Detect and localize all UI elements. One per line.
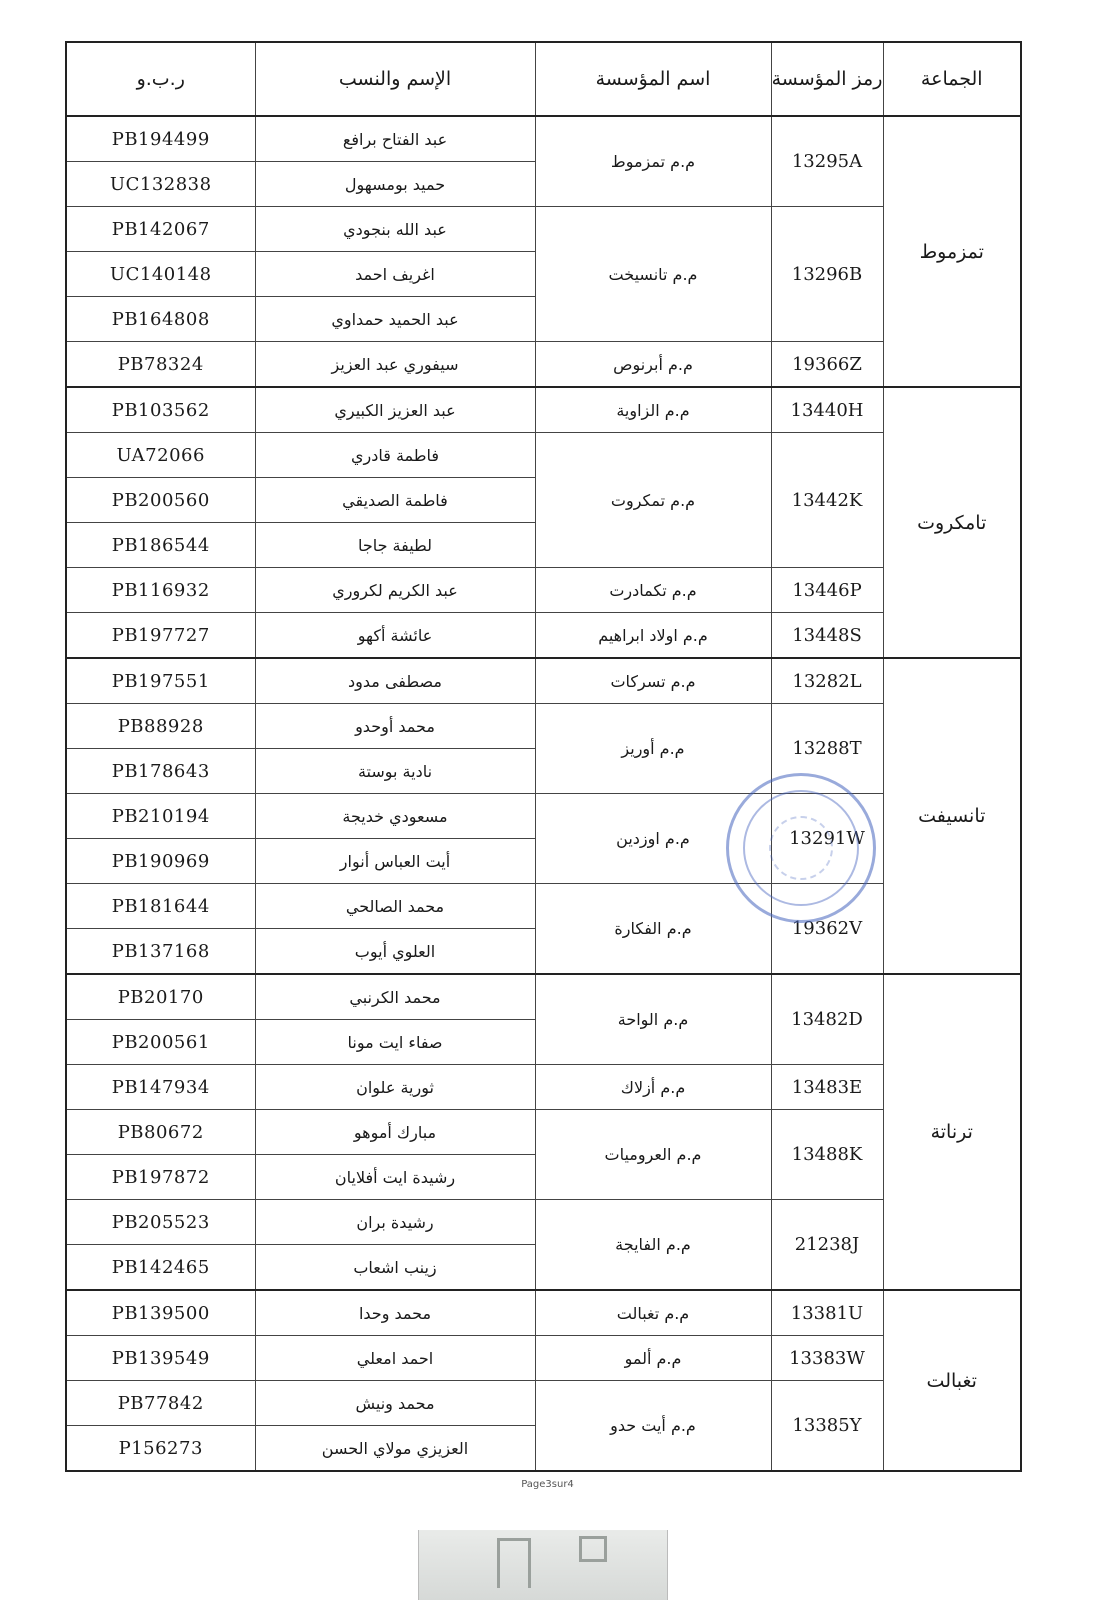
school-code-cell: 13385Y	[771, 1381, 883, 1472]
school-name-cell: م.م اولاد ابراهيم	[535, 613, 771, 659]
school-code-cell: 13295A	[771, 116, 883, 207]
school-name-cell: م.م تمزموط	[535, 116, 771, 207]
person-name-cell: عبد الحميد حمداوي	[255, 297, 535, 342]
person-name-cell: عائشة أكهو	[255, 613, 535, 659]
school-name-cell: م.م تسركات	[535, 658, 771, 704]
school-code-cell: 13291W	[771, 794, 883, 884]
logo-mark	[579, 1536, 607, 1562]
table-row	[66, 974, 1021, 1020]
person-name-cell: رشيدة ايت أفلايان	[255, 1155, 535, 1200]
header-school-name: اسم المؤسسة	[535, 42, 771, 116]
person-name-cell: رشيدة بران	[255, 1200, 535, 1245]
id-number-cell: PB139549	[66, 1336, 255, 1381]
table-row	[66, 568, 1021, 613]
table-row	[66, 207, 1021, 252]
person-name-cell: ثورية علوان	[255, 1065, 535, 1110]
table-row	[66, 884, 1021, 929]
person-name-cell: مبارك أموهو	[255, 1110, 535, 1155]
table-row	[66, 1381, 1021, 1426]
id-number-cell: UC132838	[66, 162, 255, 207]
id-number-cell: PB205523	[66, 1200, 255, 1245]
id-number-cell: PB137168	[66, 929, 255, 975]
person-name-cell: عبد الفتاح برافع	[255, 116, 535, 162]
id-number-cell: UC140148	[66, 252, 255, 297]
id-number-cell: PB194499	[66, 116, 255, 162]
id-number-cell: PB147934	[66, 1065, 255, 1110]
school-name-cell: م.م أوريز	[535, 704, 771, 794]
person-name-cell: صفاء ايت مونا	[255, 1020, 535, 1065]
id-number-cell: PB139500	[66, 1290, 255, 1336]
header-id-number: ر.ب.و	[66, 42, 255, 116]
school-code-cell: 13483E	[771, 1065, 883, 1110]
table-row	[66, 342, 1021, 388]
school-code-cell: 13442K	[771, 433, 883, 568]
id-number-cell: PB80672	[66, 1110, 255, 1155]
id-number-cell: UA72066	[66, 433, 255, 478]
school-name-cell: م.م أبرنوص	[535, 342, 771, 388]
id-number-cell: PB164808	[66, 297, 255, 342]
person-name-cell: عبد الله بنجودي	[255, 207, 535, 252]
table-body	[66, 116, 1021, 1471]
school-name-cell: م.م الفايجة	[535, 1200, 771, 1291]
table-row	[66, 658, 1021, 704]
school-name-cell: م.م تغبالت	[535, 1290, 771, 1336]
person-name-cell: مسعودي خديجة	[255, 794, 535, 839]
id-number-cell: PB200560	[66, 478, 255, 523]
school-code-cell: 13446P	[771, 568, 883, 613]
id-number-cell: PB200561	[66, 1020, 255, 1065]
id-number-cell: PB88928	[66, 704, 255, 749]
table-row	[66, 433, 1021, 478]
id-number-cell: PB190969	[66, 839, 255, 884]
person-name-cell: اغريف احمد	[255, 252, 535, 297]
school-name-cell: م.م تانسيخت	[535, 207, 771, 342]
id-number-cell: PB116932	[66, 568, 255, 613]
id-number-cell: PB181644	[66, 884, 255, 929]
header-full-name: الإسم والنسب	[255, 42, 535, 116]
school-name-cell: م.م الواحة	[535, 974, 771, 1065]
assignment-sheet	[65, 41, 1020, 1472]
table-row	[66, 1290, 1021, 1336]
table-row	[66, 116, 1021, 162]
bottom-logo-image	[418, 1530, 668, 1600]
table-row	[66, 794, 1021, 839]
person-name-cell: مصطفى مدود	[255, 658, 535, 704]
id-number-cell: PB103562	[66, 387, 255, 433]
id-number-cell: PB210194	[66, 794, 255, 839]
school-code-cell: 13381U	[771, 1290, 883, 1336]
page-footer: Page3sur4	[521, 1479, 574, 1490]
table-row	[66, 387, 1021, 433]
commune-cell: تمزموط	[883, 116, 1021, 387]
school-code-cell: 13488K	[771, 1110, 883, 1200]
table-row	[66, 1200, 1021, 1245]
table-row	[66, 1065, 1021, 1110]
person-name-cell: العزيزي مولاي الحسن	[255, 1426, 535, 1472]
school-code-cell: 13482D	[771, 974, 883, 1065]
person-name-cell: زينب اشعاب	[255, 1245, 535, 1291]
commune-cell: تغبالت	[883, 1290, 1021, 1471]
school-code-cell: 13296B	[771, 207, 883, 342]
school-code-cell: 13288T	[771, 704, 883, 794]
person-name-cell: محمد أوحدو	[255, 704, 535, 749]
table-row	[66, 704, 1021, 749]
person-name-cell: حميد بومسهول	[255, 162, 535, 207]
person-name-cell: فاطمة الصديقي	[255, 478, 535, 523]
person-name-cell: أيت العباس أنوار	[255, 839, 535, 884]
school-code-cell: 13282L	[771, 658, 883, 704]
id-number-cell: PB142067	[66, 207, 255, 252]
school-name-cell: م.م تكمادرت	[535, 568, 771, 613]
person-name-cell: عبد الكريم لكروري	[255, 568, 535, 613]
id-number-cell: PB142465	[66, 1245, 255, 1291]
header-commune: الجماعة	[883, 42, 1021, 116]
table-row	[66, 1336, 1021, 1381]
id-number-cell: PB77842	[66, 1381, 255, 1426]
person-name-cell: محمد الصالحي	[255, 884, 535, 929]
id-number-cell: PB197872	[66, 1155, 255, 1200]
id-number-cell: PB178643	[66, 749, 255, 794]
person-name-cell: نادية بوستة	[255, 749, 535, 794]
school-code-cell: 13440H	[771, 387, 883, 433]
school-name-cell: م.م أيت حدو	[535, 1381, 771, 1472]
staff-table	[65, 41, 1022, 1472]
person-name-cell: عبد العزيز الكبيري	[255, 387, 535, 433]
person-name-cell: محمد وحدا	[255, 1290, 535, 1336]
header-row	[66, 42, 1021, 116]
school-code-cell: 19366Z	[771, 342, 883, 388]
school-name-cell: م.م تمكروت	[535, 433, 771, 568]
school-code-cell: 13448S	[771, 613, 883, 659]
id-number-cell: PB197551	[66, 658, 255, 704]
person-name-cell: فاطمة قادري	[255, 433, 535, 478]
person-name-cell: سيفوري عبد العزيز	[255, 342, 535, 388]
logo-mark	[497, 1538, 531, 1588]
person-name-cell: محمد ونيش	[255, 1381, 535, 1426]
header-school-code: رمز المؤسسة	[771, 42, 883, 116]
school-code-cell: 19362V	[771, 884, 883, 975]
id-number-cell: PB20170	[66, 974, 255, 1020]
commune-cell: تانسيفت	[883, 658, 1021, 974]
id-number-cell: PB186544	[66, 523, 255, 568]
person-name-cell: محمد الكرنبي	[255, 974, 535, 1020]
person-name-cell: لطيفة جاجا	[255, 523, 535, 568]
id-number-cell: P156273	[66, 1426, 255, 1472]
school-name-cell: م.م اوزدين	[535, 794, 771, 884]
person-name-cell: احمد امعلي	[255, 1336, 535, 1381]
id-number-cell: PB197727	[66, 613, 255, 659]
school-name-cell: م.م الزاوية	[535, 387, 771, 433]
school-name-cell: م.م ألمو	[535, 1336, 771, 1381]
table-row	[66, 613, 1021, 659]
table-row	[66, 1110, 1021, 1155]
school-code-cell: 13383W	[771, 1336, 883, 1381]
person-name-cell: العلوي أيوب	[255, 929, 535, 975]
id-number-cell: PB78324	[66, 342, 255, 388]
school-code-cell: 21238J	[771, 1200, 883, 1291]
commune-cell: تامكروت	[883, 387, 1021, 658]
school-name-cell: م.م الفكارة	[535, 884, 771, 975]
school-name-cell: م.م أزلاك	[535, 1065, 771, 1110]
commune-cell: ترناتة	[883, 974, 1021, 1290]
school-name-cell: م.م العروميات	[535, 1110, 771, 1200]
